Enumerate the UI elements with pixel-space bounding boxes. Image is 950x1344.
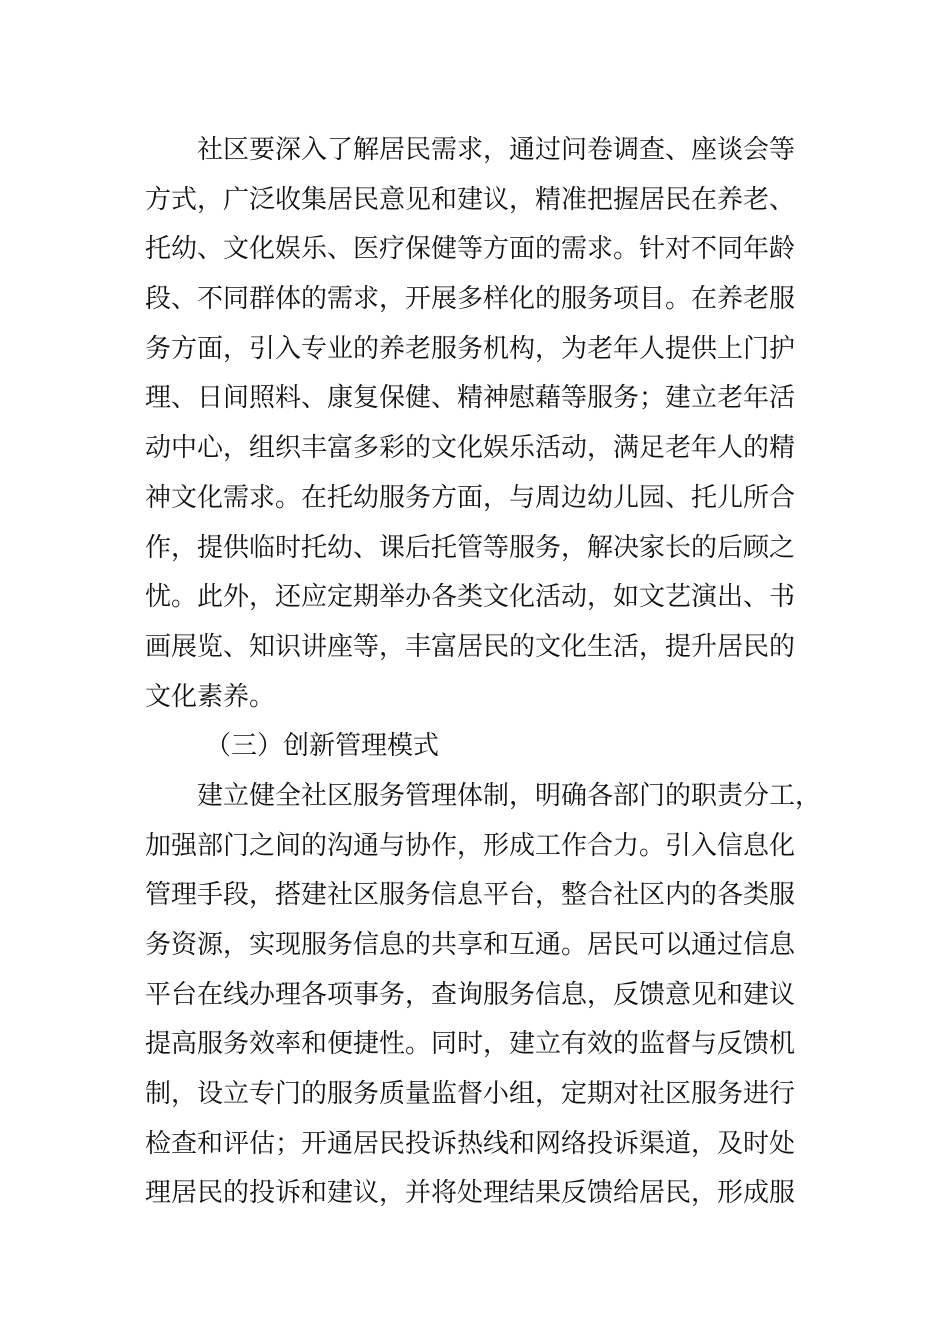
document-body xyxy=(145,126,822,1219)
paragraph-1-line-1: 社区要深入了解居民需求，通过问卷调查、座谈会等 xyxy=(197,135,796,165)
paragraph-2-line-9: 理居民的投诉和建议，并将处理结果反馈给居民，形成服 xyxy=(145,1178,796,1209)
paragraph-1-line-7: 动中心，组织丰富多彩的文化娱乐活动，满足老年人的精 xyxy=(145,433,796,464)
paragraph-1-line-11: 画展览、知识讲座等，丰富居民的文化生活，提升居民的 xyxy=(145,631,796,662)
paragraph-1-line-8: 神文化需求。在托幼服务方面，与周边幼儿园、托儿所合 xyxy=(145,482,796,513)
paragraph-1-line-3: 托幼、文化娱乐、医疗保健等方面的需求。针对不同年龄 xyxy=(145,234,796,265)
paragraph-1-line-9: 作，提供临时托幼、课后托管等服务，解决家长的后顾之 xyxy=(145,532,796,563)
paragraph-1-line-12: 文化素养。 xyxy=(145,681,276,712)
paragraph-2-line-5: 平台在线办理各项事务，查询服务信息，反馈意见和建议 xyxy=(145,979,796,1010)
paragraph-2-line-1: 建立健全社区服务管理体制，明确各部门的职责分工， xyxy=(197,780,822,811)
paragraph-1-line-4: 段、不同群体的需求，开展多样化的服务项目。在养老服 xyxy=(145,284,796,315)
section-heading: （三）创新管理模式 xyxy=(205,731,440,762)
paragraph-2-line-3: 管理手段，搭建社区服务信息平台，整合社区内的各类服 xyxy=(145,880,796,911)
paragraph-2-line-2: 加强部门之间的沟通与协作，形成工作合力。引入信息化 xyxy=(145,830,796,861)
paragraph-2-line-7: 制，设立专门的服务质量监督小组，定期对社区服务进行 xyxy=(145,1079,796,1110)
paragraph-1-line-6: 理、日间照料、康复保健、精神慰藉等服务；建立老年活 xyxy=(145,383,796,414)
paragraph-1-line-10: 忧。此外，还应定期举办各类文化活动，如文艺演出、书 xyxy=(145,582,796,613)
paragraph-2-line-4: 务资源，实现服务信息的共享和互通。居民可以通过信息 xyxy=(145,930,796,960)
paragraph-1-line-2: 方式，广泛收集居民意见和建议，精准把握居民在养老、 xyxy=(145,184,796,215)
paragraph-2-line-6: 提高服务效率和便捷性。同时，建立有效的监督与反馈机 xyxy=(145,1029,796,1060)
paragraph-2-line-8: 检查和评估；开通居民投诉热线和网络投诉渠道，及时处 xyxy=(145,1128,796,1159)
paragraph-1-line-5: 务方面，引入专业的养老服务机构，为老年人提供上门护 xyxy=(145,333,796,364)
